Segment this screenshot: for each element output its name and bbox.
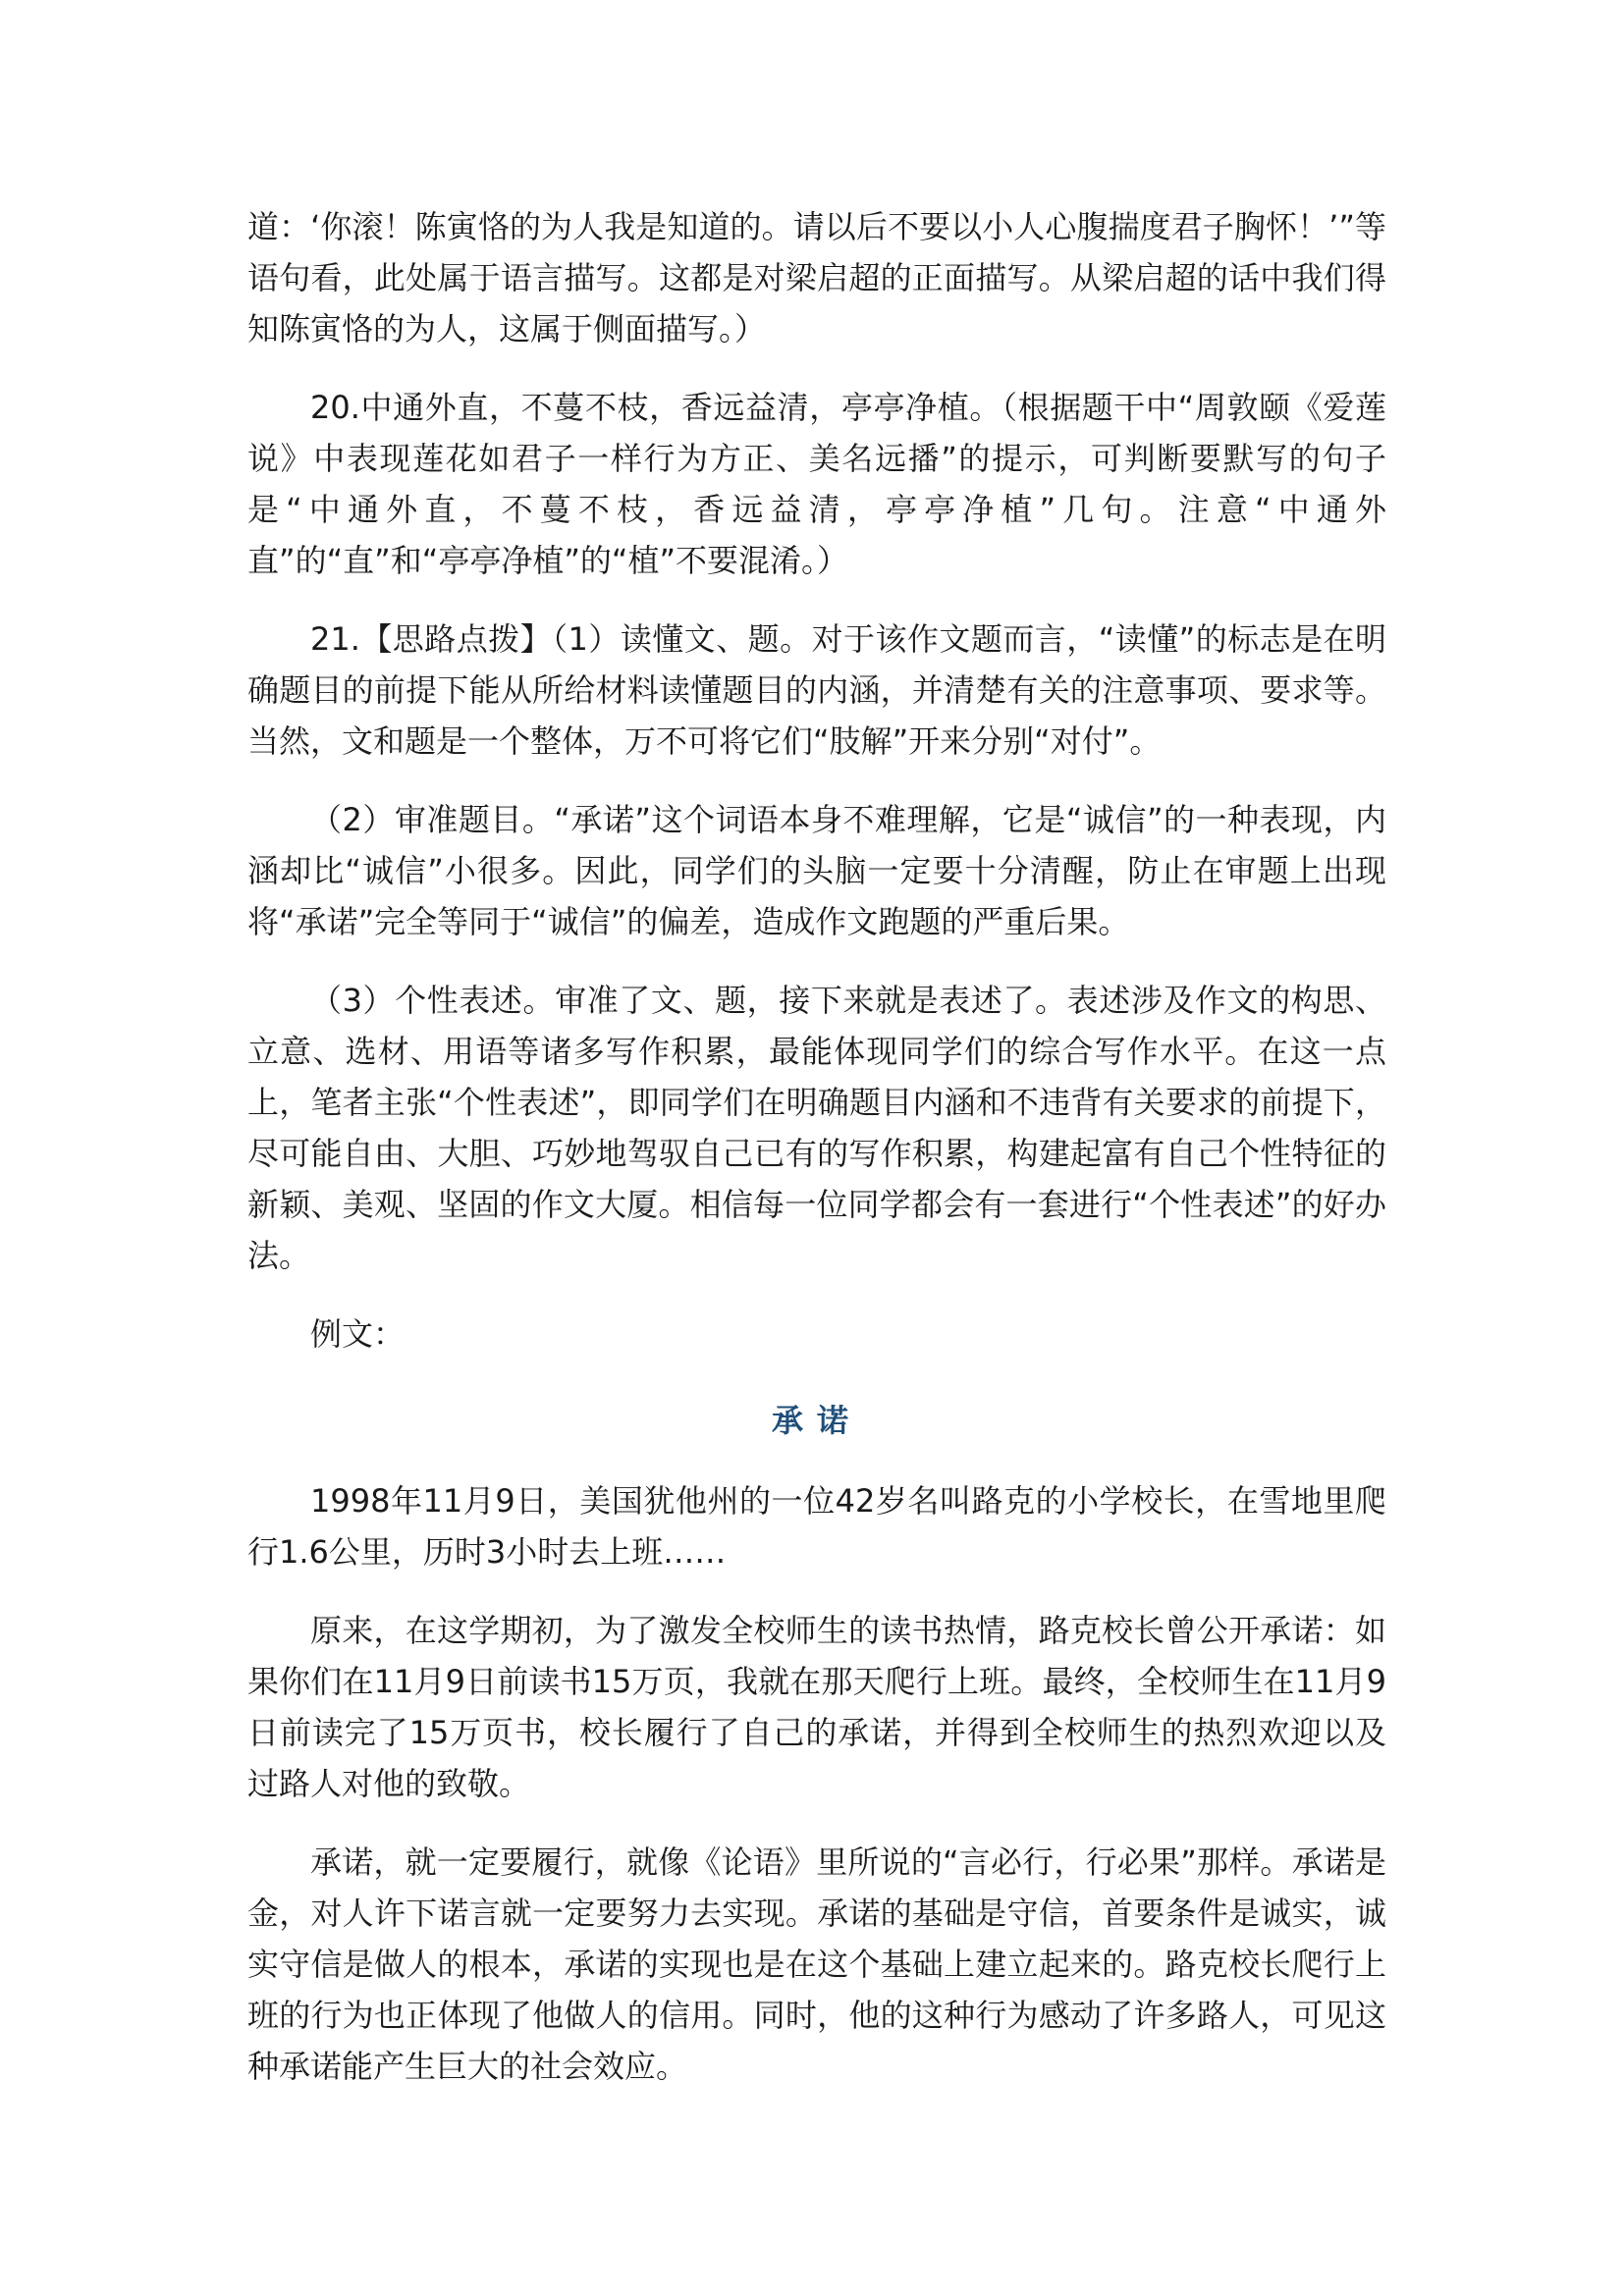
- example-label: 例文：: [310, 1315, 406, 1353]
- answer-19-continuation: 道：‘你滚！陈寅恪的为人我是知道的。请以后不要以小人心腹揣度君子胸怀！’”等语句看，此处属于语言描写。这都是对梁启超的正面描写。从梁启超的话中我们得知陈寅恪的为人，这属于侧面描写。）: [247, 208, 1386, 347]
- answer-21-step-2: （2）审准题目。“承诺”这个词语本身不难理解，它是“诚信”的一种表现，内涵却比“诚信”小很多。因此，同学们的头脑一定要十分清醒，防止在审题上出现将“承诺”完全等同于“诚信”的偏差，造成作文跑题的严重后果。: [247, 801, 1386, 940]
- essay-paragraph-1: 1998年11月9日，美国犹他州的一位42岁名叫路克的小学校长，在雪地里爬行1.6公里，历时3小时去上班……: [247, 1482, 1386, 1571]
- answer-21-step-1: 21.【思路点拨】（1）读懂文、题。对于该作文题而言，“读懂”的标志是在明确题目的前提下能从所给材料读懂题目的内涵，并清楚有关的注意事项、要求等。当然，文和题是一个整体，万不可将它们“肢解”开来分别“对付”。: [247, 620, 1386, 760]
- essay-title: 承诺: [771, 1402, 862, 1439]
- answer-20: 20.中通外直，不蔓不枝，香远益清，亭亭净植。（根据题干中“周敦颐《爱莲说》中表现莲花如君子一样行为方正、美名远播”的提示，可判断要默写的句子是“中通外直，不蔓不枝，香远益清，亭亭净植”几句。注意“中通外直”的“直”和“亭亭净植”的“植”不要混淆。）: [247, 389, 1386, 579]
- document-page: [247, 201, 1386, 2119]
- answer-21-step-3: （3）个性表述。审准了文、题，接下来就是表述了。表述涉及作文的构思、立意、选材、用语等诸多写作积累，最能体现同学们的综合写作水平。在这一点上，笔者主张“个性表述”，即同学们在明确题目内涵和不违背有关要求的前提下，尽可能自由、大胆、巧妙地驾驭自己已有的写作积累，构建起富有自己个性特征的新颖、美观、坚固的作文大厦。相信每一位同学都会有一套进行“个性表述”的好办法。: [247, 982, 1386, 1274]
- essay-paragraph-2: 原来，在这学期初，为了激发全校师生的读书热情，路克校长曾公开承诺：如果你们在11月9日前读书15万页，我就在那天爬行上班。最终，全校师生在11月9日前读完了15万页书，校长履行了自己的承诺，并得到全校师生的热烈欢迎以及过路人对他的致敬。: [247, 1612, 1386, 1802]
- essay-paragraph-3: 承诺，就一定要履行，就像《论语》里所说的“言必行，行必果”那样。承诺是金，对人许下诺言就一定要努力去实现。承诺的基础是守信，首要条件是诚实，诚实守信是做人的根本，承诺的实现也是在这个基础上建立起来的。路克校长爬行上班的行为也正体现了他做人的信用。同时，他的这种行为感动了许多路人，可见这种承诺能产生巨大的社会效应。: [247, 1843, 1386, 2085]
